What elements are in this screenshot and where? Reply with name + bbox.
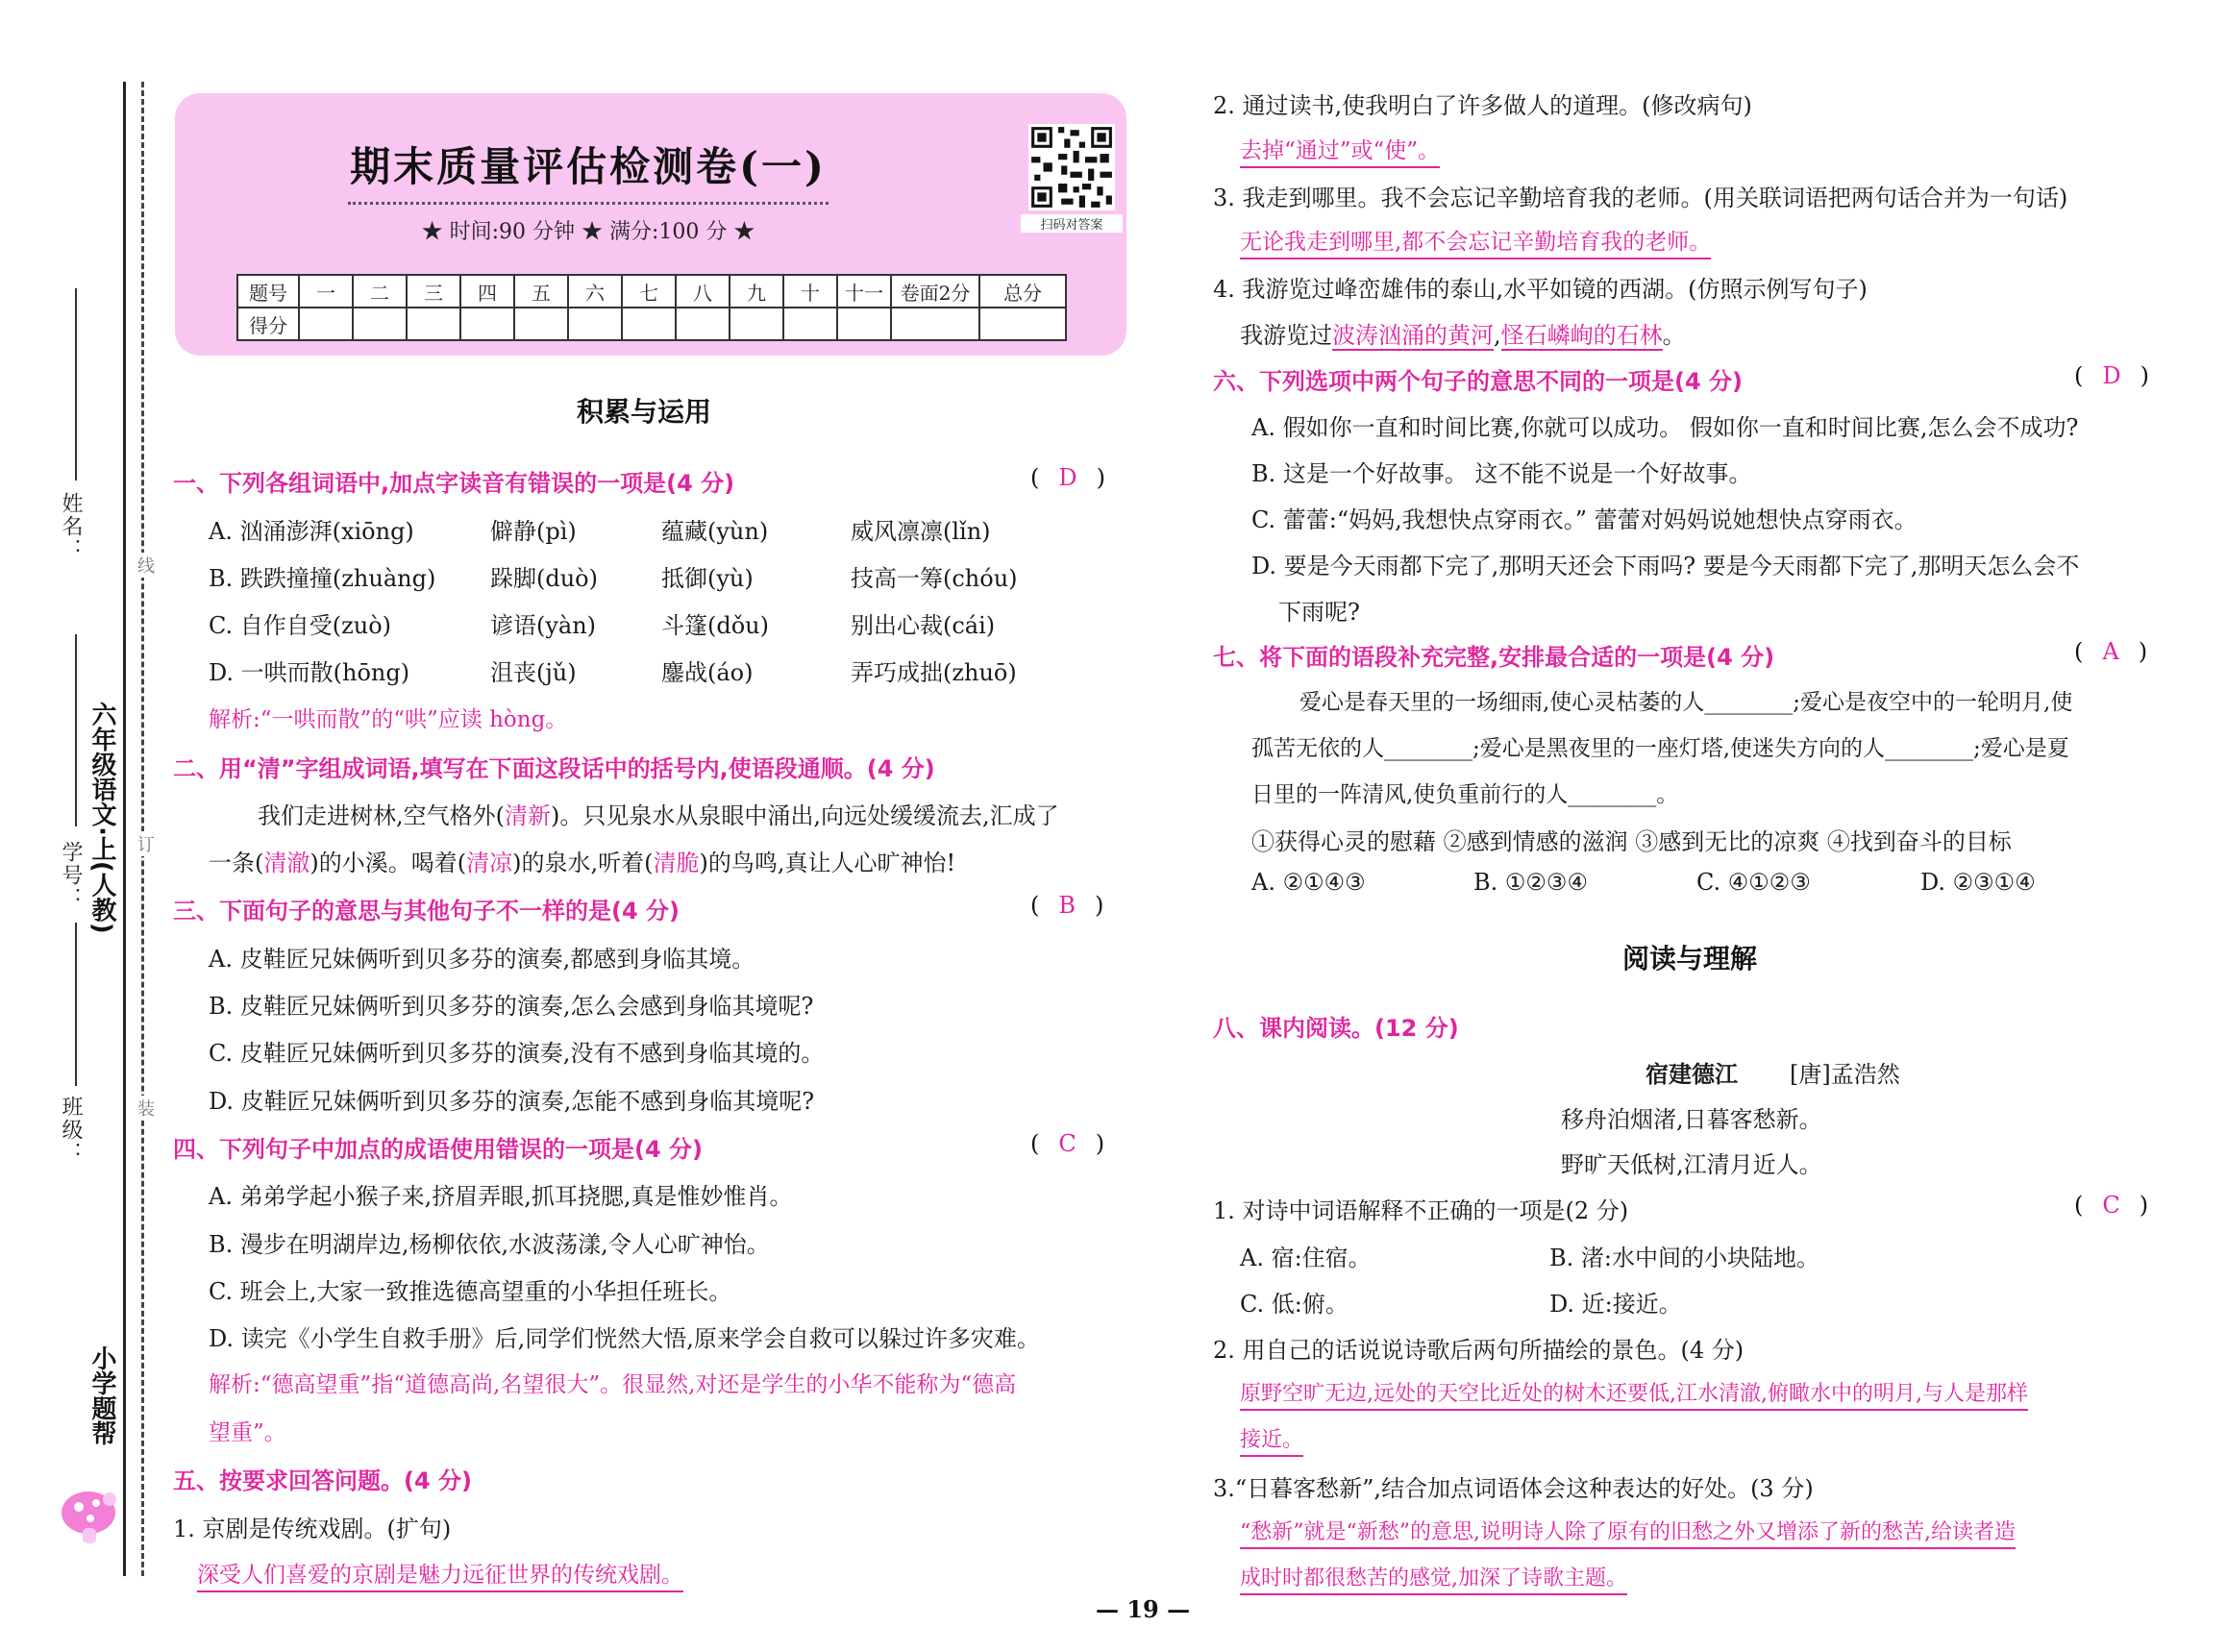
q4-option-b: B. 漫步在明湖岸边,杨柳依依,水波荡漾,令人心旷神怡。 [209,1231,770,1258]
q5-answer3: 无论我走到哪里,都不会忘记辛勤培育我的老师。 [1240,224,1711,259]
score-cell[interactable] [407,308,460,340]
q5-item3: 3. 我走到哪里。我不会忘记辛勤培育我的老师。(用关联词语把两句话合并为一句话) [1213,185,2068,211]
score-cell[interactable] [783,308,837,340]
q1-explanation: 解析:“一哄而散”的“哄”应读 hòng。 [209,707,568,732]
q1-option-a3: 蕴藏(yùn) [661,518,769,545]
poem-author: [唐]孟浩然 [1790,1061,1900,1088]
score-cell[interactable] [676,308,730,340]
q7-choice-c: C. ④①②③ [1696,869,1811,896]
q7-paragraph-1: 爱心是春天里的一场细雨,使心灵枯萎的人________;爱心是夜空中的一轮明月,使 [1299,690,2073,715]
q8-sub2-answer-2: 接近。 [1240,1423,1303,1457]
q3-option-a: A. 皮鞋匠兄妹俩听到贝多芬的演奏,都感到身临其境。 [209,946,755,973]
q8-sub1-answer: ( C ) [2074,1192,2149,1219]
cut-mark-zhuang: 装 [132,1096,157,1121]
score-col-header: 九 [730,275,783,308]
class-label: 班级： [59,1096,83,1165]
q8-sub2-answer-1: 原野空旷无边,远处的天空比近处的树木还要低,江水清澈,俯瞰水中的明月,与人是那样 [1240,1377,2028,1411]
q3-answer: ( B ) [1030,892,1104,919]
cut-mark-xian: 线 [132,553,157,578]
q5-item1: 1. 京剧是传统戏剧。(扩句) [173,1516,452,1542]
q1-option-a4: 威风凛凛(lǐn) [851,518,991,545]
poem-line-1: 移舟泊烟渚,日暮客愁新。 [1561,1106,1822,1133]
q8-sub1-option-b: B. 渚:水中间的小块陆地。 [1549,1245,1819,1271]
q8-sub3: 3.“日暮客愁新”,结合加点词语体会这种表达的好处。(3 分) [1213,1475,1814,1502]
q6-option-d-cont: 下雨呢? [1278,599,1360,626]
q8-sub2: 2. 用自己的话说说诗歌后两句所描绘的景色。(4 分) [1213,1337,1744,1364]
score-cell[interactable] [568,308,622,340]
q4-option-a: A. 弟弟学起小猴子来,挤眉弄眼,抓耳挠腮,真是惟妙惟肖。 [209,1183,793,1210]
section-title-reading: 阅读与理解 [1622,943,1758,974]
q8-sub3-answer-2: 成时时都很愁苦的感觉,加深了诗歌主题。 [1240,1562,1627,1595]
q8-sub1: 1. 对诗中词语解释不正确的一项是(2 分) [1213,1197,1629,1224]
score-cell[interactable] [353,308,407,340]
score-col-header: 十一 [837,275,891,308]
score-col-header: 十 [783,275,837,308]
mushroom-icon [58,1480,125,1547]
score-col-header: 五 [514,275,568,308]
q3-option-c: C. 皮鞋匠兄妹俩听到贝多芬的演奏,没有不感到身临其境的。 [209,1040,825,1067]
binding-dashed-line [141,82,144,1576]
q5-answer1: 深受人们喜爱的京剧是魅力远征世界的传统戏剧。 [197,1557,683,1592]
exam-header [175,93,1126,356]
binding-margin [0,0,154,1652]
q8-sub1-option-c: C. 低:俯。 [1240,1291,1349,1318]
q7-paragraph-2: 孤苦无依的人________;爱心是黑夜里的一座灯塔,使迷失方向的人________;爱心是夏 [1251,736,2069,761]
q1-option-b3: 抵御(yù) [661,565,754,592]
q4-explanation-2: 望重”。 [209,1420,286,1445]
binding-solid-line [123,82,126,1576]
q2-line1: 我们走进树林,空气格外(清新)。只见泉水从泉眼中涌出,向远处缓缓流去,汇成了 [258,802,1059,829]
exam-title: 期末质量评估检测卷(一) [350,143,827,190]
q5-answer4: 我游览过波涛汹涌的黄河,怪石嶙峋的石林。 [1240,322,1686,349]
title-divider [348,202,829,205]
q6-option-a: A. 假如你一直和时间比赛,你就可以成功。 假如你一直和时间比赛,怎么会不成功? [1251,414,2079,441]
q7-heading: 七、将下面的语段补充完整,安排最合适的一项是(4 分) [1213,644,1775,671]
score-cell[interactable] [730,308,783,340]
id-label: 学号： [59,841,83,910]
q8-sub1-option-d: D. 近:接近。 [1549,1291,1682,1318]
q6-option-c: C. 蕾蕾:“妈妈,我想快点穿雨衣。” 蕾蕾对妈妈说她想快点穿雨衣。 [1251,506,1918,533]
q6-option-d: D. 要是今天雨都下完了,那明天还会下雨吗? 要是今天雨都下完了,那明天怎么会不 [1251,553,2080,579]
qr-label: 扫码对答案 [1021,214,1123,233]
brand-label: 小学题帮 [87,1345,116,1445]
poem-line-2: 野旷天低树,江清月近人。 [1561,1151,1822,1178]
score-col-header: 六 [568,275,622,308]
q1-option-a1: A. 汹涌澎湃(xiōng) [209,518,414,545]
score-cell[interactable] [460,308,514,340]
q4-heading: 四、下列句子中加点的成语使用错误的一项是(4 分) [173,1136,703,1163]
q1-option-b4: 技高一筹(chóu) [851,565,1018,592]
q4-option-c: C. 班会上,大家一致推选德高望重的小华担任班长。 [209,1278,732,1305]
grade-label: 六年级语文·上(人教) [87,702,116,934]
page-number: — 19 — [1096,1595,1191,1623]
q1-option-d1: D. 一哄而散(hōng) [209,659,410,686]
q1-option-d2: 沮丧(jǔ) [490,659,577,686]
q8-sub1-option-a: A. 宿:住宿。 [1240,1245,1372,1271]
q1-answer: ( D ) [1030,464,1105,491]
exam-subtitle: ★ 时间:90 分钟 ★ 满分:100 分 ★ [421,220,755,244]
q7-choice-a: A. ②①④③ [1251,869,1366,896]
q3-option-b: B. 皮鞋匠兄妹俩听到贝多芬的演奏,怎么会感到身临其境呢? [209,993,814,1020]
q1-option-c1: C. 自作自受(zuò) [209,612,392,639]
q8-sub3-answer-1: “愁新”就是“新愁”的意思,说明诗人除了原有的旧愁之外又增添了新的愁苦,给读者造 [1240,1516,2016,1549]
score-cell[interactable] [979,308,1066,340]
q8-heading: 八、课内阅读。(12 分) [1213,1015,1459,1042]
q6-answer: ( D ) [2074,362,2149,389]
id-field[interactable] [75,634,77,826]
q4-option-d: D. 读完《小学生自救手册》后,同学们恍然大悟,原来学会自救可以躲过许多灾难。 [209,1325,1040,1352]
score-col-header: 一 [299,275,353,308]
q1-option-d4: 弄巧成拙(zhuō) [851,659,1017,686]
score-row-label: 题号 [237,275,299,308]
q2-line2: 一条(清澈)的小溪。喝着(清凉)的泉水,听着(清脆)的鸟鸣,真让人心旷神怡! [209,850,956,876]
cut-mark-ding: 订 [132,831,157,856]
q5-heading: 五、按要求回答问题。(4 分) [173,1467,472,1494]
poem-title: 宿建德江 [1646,1061,1738,1088]
name-label: 姓名： [59,492,83,561]
q6-heading: 六、下列选项中两个句子的意思不同的一项是(4 分) [1213,368,1743,395]
q2-heading: 二、用“清”字组成词语,填写在下面这段话中的括号内,使语段通顺。(4 分) [173,755,935,782]
section-title-accumulation: 积累与运用 [577,396,712,428]
score-col-header: 四 [460,275,514,308]
q7-choice-d: D. ②③①④ [1920,869,2036,896]
score-cell[interactable] [891,308,979,340]
q3-heading: 三、下面句子的意思与其他句子不一样的是(4 分) [173,898,680,925]
score-cell[interactable] [837,308,891,340]
score-cell[interactable] [514,308,568,340]
name-field[interactable] [75,288,77,481]
q1-option-c4: 别出心裁(cái) [851,612,996,639]
q1-option-c3: 斗篷(dǒu) [661,612,769,639]
score-cell[interactable] [299,308,353,340]
score-table [236,274,1067,341]
score-cell[interactable] [622,308,676,340]
q7-items: ①获得心灵的慰藉 ②感到情感的滋润 ③感到无比的凉爽 ④找到奋斗的目标 [1251,828,2012,855]
q5-item4: 4. 我游览过峰峦雄伟的泰山,水平如镜的西湖。(仿照示例写句子) [1213,276,1868,303]
q1-option-d3: 鏖战(áo) [661,659,754,686]
score-col-header: 七 [622,275,676,308]
score-col-header: 二 [353,275,407,308]
q4-answer: ( C ) [1030,1130,1105,1157]
q4-explanation-1: 解析:“德高望重”指“道德高尚,名望很大”。很显然,对还是学生的小华不能称为“德高 [209,1372,1017,1397]
q1-option-b2: 跺脚(duò) [490,565,598,592]
q6-option-b: B. 这是一个好故事。 这不能不说是一个好故事。 [1251,460,1752,487]
q1-option-c2: 谚语(yàn) [490,612,597,639]
score-col-header: 三 [407,275,460,308]
score-row2-label: 得分 [237,308,299,340]
q5-answer2: 去掉“通过”或“使”。 [1240,133,1440,168]
q7-choice-b: B. ①②③④ [1473,869,1588,896]
q7-answer: ( A ) [2074,638,2148,665]
qr-code-icon[interactable] [1028,124,1115,210]
q5-item2: 2. 通过读书,使我明白了许多做人的道理。(修改病句) [1213,92,1752,119]
q1-heading: 一、下列各组词语中,加点字读音有错误的一项是(4 分) [173,470,735,497]
q1-option-a2: 僻静(pì) [490,518,577,545]
score-col-header: 八 [676,275,730,308]
score-col-header: 卷面2分 [891,275,979,308]
q7-paragraph-3: 日里的一阵清风,使负重前行的人________。 [1251,782,1679,807]
q1-option-b1: B. 跌跌撞撞(zhuàng) [209,565,436,592]
score-col-header: 总分 [979,275,1066,308]
q3-option-d: D. 皮鞋匠兄妹俩听到贝多芬的演奏,怎能不感到身临其境呢? [209,1088,815,1115]
class-field[interactable] [75,923,77,1086]
